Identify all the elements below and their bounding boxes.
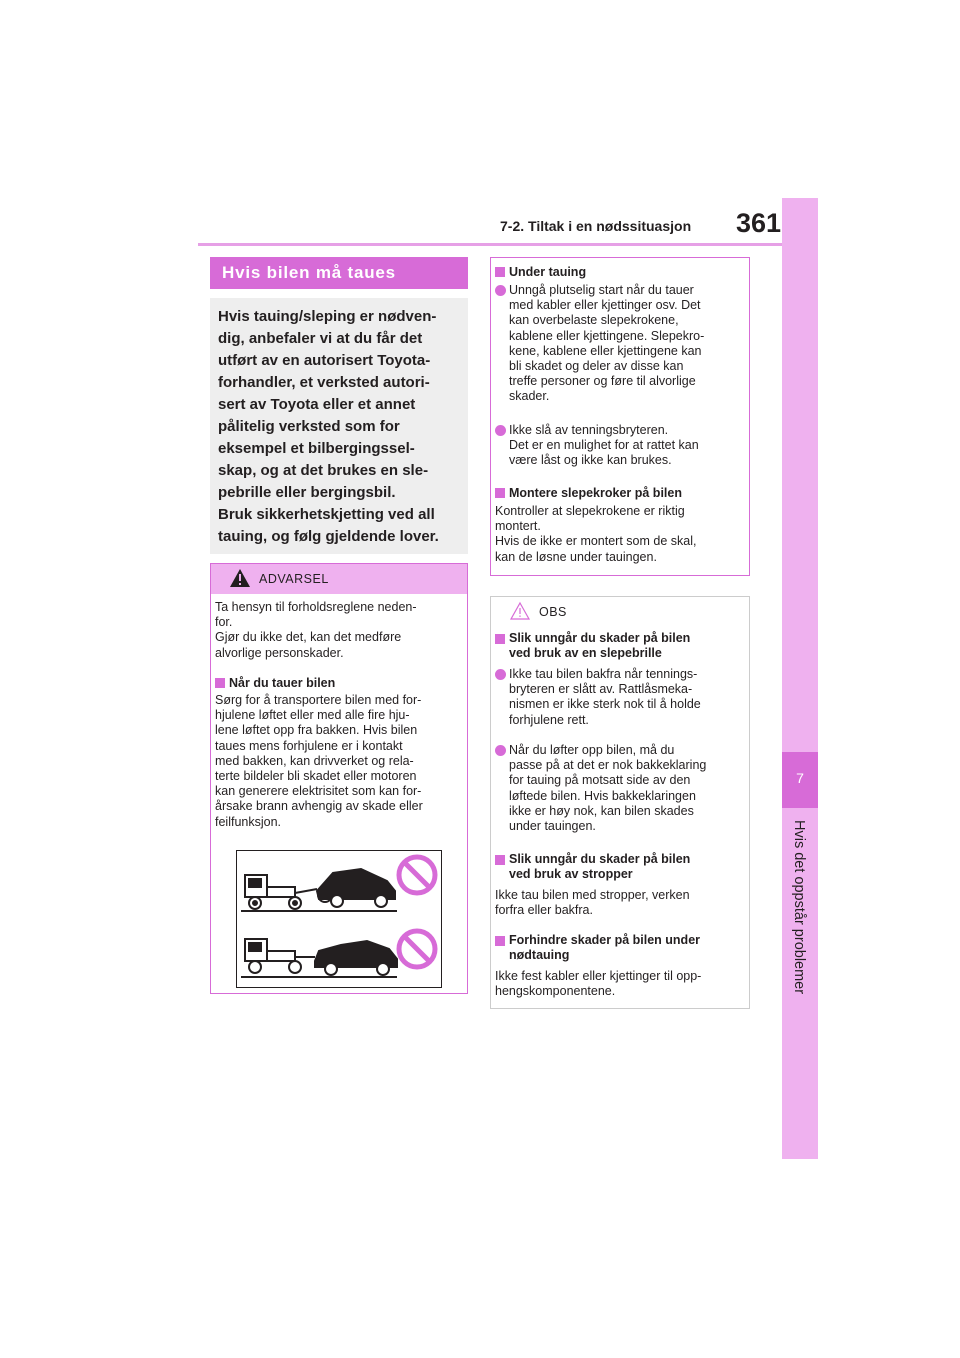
round-bullet-icon <box>495 669 506 680</box>
intro-paragraph-laws: Bruk sikkerhetskjetting ved all tauing, og følg gjeldende lover. <box>218 506 439 545</box>
square-bullet-icon <box>215 678 225 688</box>
section-heading: Hvis bilen må taues <box>222 263 396 282</box>
prohibited-icon <box>399 931 435 967</box>
chapter-title: Hvis det oppstår problemer <box>791 820 807 995</box>
warning-label: ADVARSEL <box>259 572 329 586</box>
round-bullet-icon <box>495 745 506 756</box>
section-title: 7-2. Tiltak i en nødssituasjon <box>500 218 692 234</box>
square-bullet-icon <box>495 855 505 865</box>
intro-panel <box>210 298 468 554</box>
straps-heading: Slik unngår du skader på bilen ved bruk av stropper <box>509 852 691 882</box>
tow-diagrams <box>237 851 441 987</box>
rear-tow-bullet: Ikke tau bilen bakfra når tennings- bryteren er slått av. Rattlåsmeka- nismen er ikke sterk nok til å holde forhjulene rett. <box>509 667 701 727</box>
square-bullet-icon <box>495 634 505 644</box>
square-bullet-icon <box>495 936 505 946</box>
dolly-tow-row <box>241 939 397 977</box>
chapter-number: 7 <box>796 770 804 786</box>
header-rule <box>198 243 782 246</box>
notice-label: OBS <box>539 605 567 619</box>
sudden-start-bullet: Unngå plutselig start når du tauer med kabler eller kjettinger osv. Det kan overbelaste slepekrokene, kablene eller kjettingene. Slepekro- kene, kablene eller kjettingene kan bli skadet og deler av disse kan treffe personer og føre til alvorlige skader. <box>509 283 705 404</box>
towing-precautions-box <box>490 257 750 576</box>
emergency-tow-body: Ikke fest kabler eller kjettinger til opp- hengskomponentene. <box>495 969 702 999</box>
round-bullet-icon <box>495 425 506 436</box>
ground-clearance-bullet: Når du løfter opp bilen, må du passe på at det er nok bakkeklaring for tauing på motsatt side av den løftede bilen. Hvis bakkeklaringen ikke er høy nok, kan bilen skades under tauingen. <box>509 743 707 834</box>
ignition-bullet: Ikke slå av tenningsbryteren. Det er en mulighet for at rattet kan være låst og ikke kan brukes. <box>509 423 699 468</box>
intro-paragraph: Hvis tauing/sleping er nødven- dig, anbefaler vi at du får det utført av en autorisert Toyota- forhandler, et verksted autori- sert av Toyota eller et annet pålitelig verksted som for eksempel et bilbergingssel- skap, og at det brukes en sle- pebrille eller bergingsbil. <box>218 308 437 501</box>
tow-hooks-body: Kontroller at slepekrokene er riktig montert. Hvis de ikke er montert som de skal, kan de løsne under tauingen. <box>495 504 697 564</box>
under-towing-heading: Under tauing <box>495 263 586 281</box>
flatbed-tow-row <box>241 869 397 911</box>
chapter-title-vertical <box>789 820 811 1140</box>
warning-triangle-icon <box>229 568 251 588</box>
warning-body: Sørg for å transportere bilen med for- hjulene løftet eller med alle fire hju- lene løftet opp fra bakken. Hvis bilen taues mens forhjulene er i kontakt med bakken, kan drivverket og rela- terte bildeler bli skadet eller motoren kan generere elektrisitet som kan for- årsake brann avhengig av skade eller feilfunksjon. <box>215 693 423 829</box>
slepebrille-heading: Slik unngår du skader på bilen ved bruk av en slepebrille <box>509 631 691 661</box>
straps-body: Ikke tau bilen med stropper, verken forfra eller bakfra. <box>495 888 690 918</box>
notice-box <box>490 596 750 1009</box>
caution-triangle-icon <box>509 601 531 621</box>
warning-header <box>211 564 467 594</box>
tow-hooks-heading: Montere slepekroker på bilen <box>495 484 682 502</box>
square-bullet-icon <box>495 267 505 277</box>
page-number: 361 <box>736 208 782 238</box>
warning-text: Ta hensyn til forholdsreglene neden- for. Gjør du ikke det, kan det medføre alvorlige personskader. <box>215 600 417 660</box>
prohibited-icon <box>399 857 435 893</box>
square-bullet-icon <box>495 488 505 498</box>
round-bullet-icon <box>495 285 506 296</box>
emergency-tow-heading: Forhindre skader på bilen under nødtauing <box>509 933 701 963</box>
warning-subheading: Når du tauer bilen <box>215 674 335 692</box>
tow-truck-illustration <box>236 850 442 988</box>
